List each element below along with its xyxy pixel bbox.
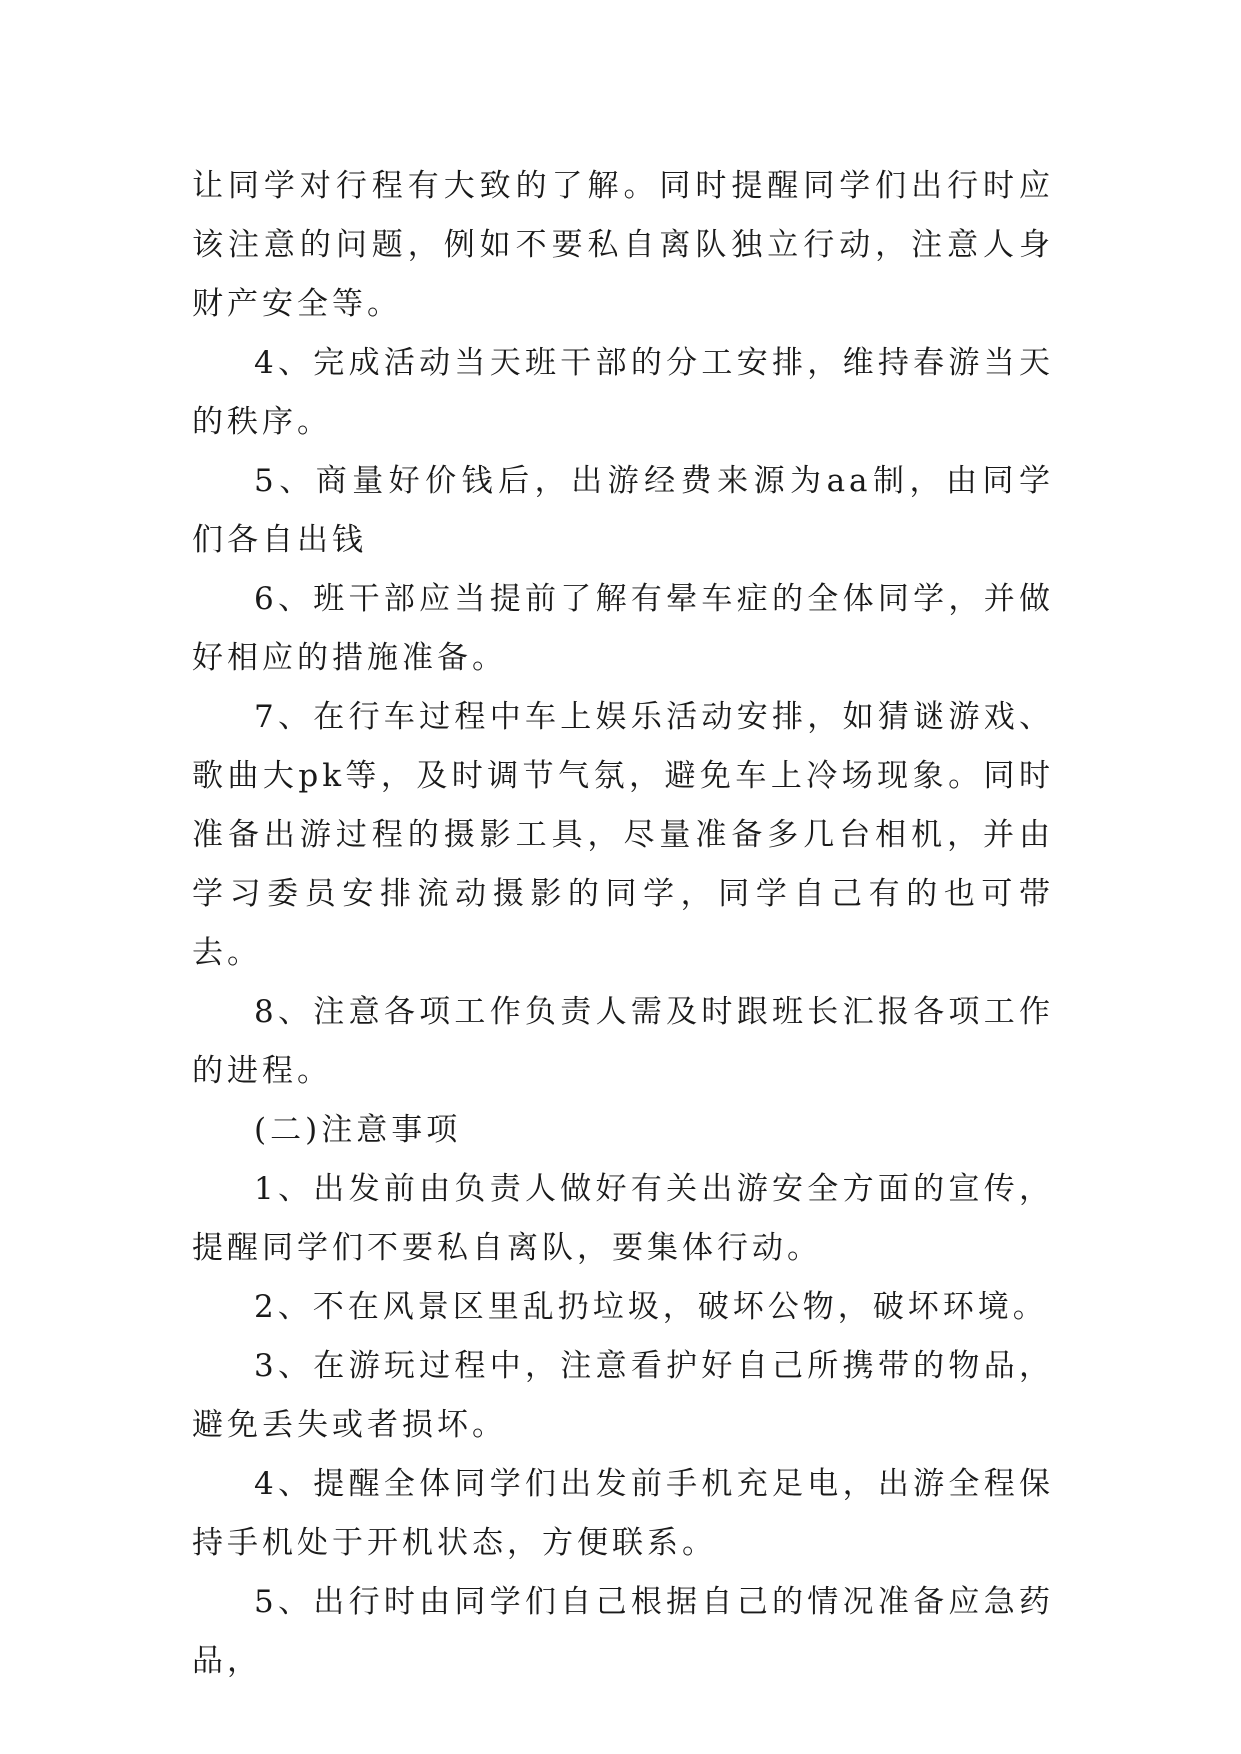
paragraph-item-5: 5、商量好价钱后，出游经费来源为aa制，由同学们各自出钱 [192, 463, 1054, 558]
paragraph-item-8: 8、注意各项工作负责人需及时跟班长汇报各项工作的进程。 [192, 994, 1054, 1089]
paragraph-note-5: 5、出行时由同学们自己根据自己的情况准备应急药品， [192, 1584, 1054, 1679]
paragraph-item-7: 7、在行车过程中车上娱乐活动安排，如猜谜游戏、歌曲大pk等，及时调节气氛，避免车上冷场现象。同时准备出游过程的摄影工具，尽量准备多几台相机，并由学习委员安排流动摄影的同学，同学自己有的也可带去。 [192, 699, 1054, 971]
paragraph-note-3: 3、在游玩过程中，注意看护好自己所携带的物品，避免丢失或者损坏。 [192, 1348, 1054, 1443]
paragraph-note-2: 2、不在风景区里乱扔垃圾，破坏公物，破坏环境。 [254, 1289, 1048, 1325]
paragraph-note-4: 4、提醒全体同学们出发前手机充足电，出游全程保持手机处于开机状态，方便联系。 [192, 1466, 1054, 1561]
document-body [192, 157, 1054, 1691]
paragraph-item-6: 6、班干部应当提前了解有晕车症的全体同学，并做好相应的措施准备。 [192, 581, 1054, 676]
section-heading-notes: (二)注意事项 [254, 1112, 462, 1148]
paragraph-item-4: 4、完成活动当天班干部的分工安排，维持春游当天的秩序。 [192, 345, 1054, 440]
paragraph-note-1: 1、出发前由负责人做好有关出游安全方面的宣传，提醒同学们不要私自离队，要集体行动。 [192, 1171, 1054, 1266]
paragraph-itinerary-continued: 让同学对行程有大致的了解。同时提醒同学们出行时应该注意的问题，例如不要私自离队独立行动，注意人身财产安全等。 [192, 168, 1054, 322]
